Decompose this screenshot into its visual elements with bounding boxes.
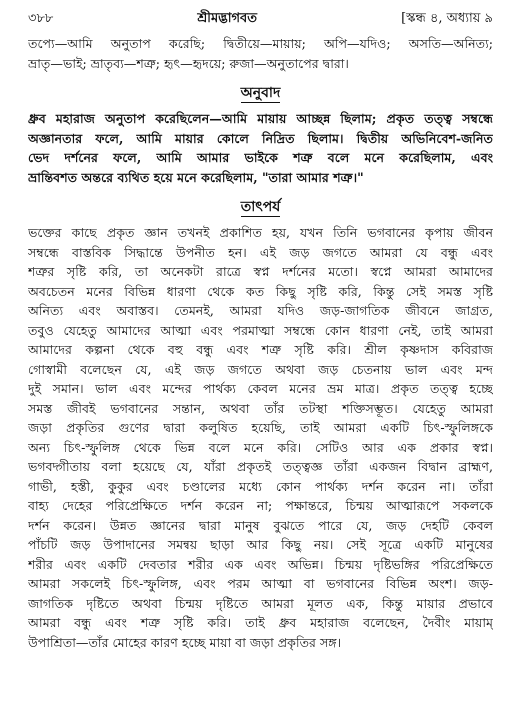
synonyms-block	[28, 34, 493, 73]
purport-line: আমরা সকলেই চিৎ-স্ফুলিঙ্গ, এবং পরম আত্মা বা ভগবানের বিভিন্ন অংশ। জড়-	[28, 576, 493, 591]
purport-line: জড়া প্রকৃতির গুণের দ্বারা কলুষিত হয়েছি, তাই আমরা একটি চিৎ-স্ফুলিঙ্গকে	[28, 420, 493, 435]
purport-line: দুই সমান। ভাল এবং মন্দের পার্থক্য কেবল মনের ভ্রম মাত্র। প্রকৃত তত্ত্ব হচ্ছে	[28, 381, 493, 396]
purport-block	[28, 223, 493, 652]
purport-line: আমরা বন্ধু এবং শত্রু সৃষ্টি করি। তাই ধ্রুব মহারাজ বলেছেন, দৈবীং মায়াম্	[28, 615, 493, 630]
purport-line: জাগতিক দৃষ্টিতে অথবা চিন্ময় দৃষ্টিতে আমরা মূলত এক, কিন্তু মায়ার প্রভাবে	[28, 595, 493, 611]
purport-line: অবচেতন মনের বিভিন্ন ধারণা থেকে কত কিছু সৃষ্টি করি, কিন্তু সেই সমস্ত সৃষ্টি	[28, 283, 493, 299]
translation-heading: অনুবাদ	[240, 85, 281, 101]
translation-block	[28, 109, 493, 187]
purport-line: শত্রুর সৃষ্টি করি, তা অনেকটা রাত্রে স্বপ্ন দর্শনের মতো। স্বপ্নে আমরা আমাদের	[28, 264, 493, 279]
purport-line: অন্য চিৎ-স্ফুলিঙ্গ থেকে ভিন্ন বলে মনে করি। সেটিও আর এক প্রকার স্বপ্ন।	[28, 439, 493, 455]
chapter-reference: [স্কন্ধ ৪, অধ্যায় ৯	[401, 11, 493, 26]
book-title: শ্রীমদ্ভাগবত	[197, 11, 258, 26]
purport-line: পাঁচটি জড় উপাদানের সমন্বয় ছাড়া আর কিছু নয়। সেই সূত্রে একটি মানুষের	[28, 537, 493, 552]
purport-line: সম্বন্ধে বাস্তবিক সিদ্ধান্তে উপনীত হন। এই জড় জগতে আমরা যে বন্ধু এবং	[28, 244, 493, 260]
purport-heading: তাৎপর্য	[240, 199, 281, 215]
purport-line: ভগবদ্গীতায় বলা হয়েছে যে, যাঁরা প্রকৃতই তত্ত্বজ্ঞ তাঁরা একজন বিদ্বান ব্রাহ্মণ,	[28, 459, 493, 474]
purport-line: সমস্ত জীবই ভগবানের সন্তান, অথবা তাঁর তটস্থা শক্তিসম্ভূত। যেহেতু আমরা	[28, 400, 493, 416]
purport-line: শরীর এবং একটি দেবতার শরীর এক এবং অভিন্ন। চিন্ময় দৃষ্টিভঙ্গির পরিপ্রেক্ষিতে	[28, 556, 493, 572]
purport-line: গাভী, হস্তী, কুকুর এবং চণ্ডালের মধ্যে কোন পার্থক্য দর্শন করেন না। তাঁরা	[28, 478, 493, 494]
purport-line: আমাদের কল্পনা থেকে বহু বন্ধু এবং শত্রু সৃষ্টি করি। শ্রীল কৃষ্ণদাস কবিরাজ	[28, 342, 493, 357]
translation-line: অজ্ঞানতার ফলে, আমি মায়ার কোলে নিদ্রিত ছিলাম। দ্বিতীয় অভিনিবেশ-জনিত	[28, 130, 493, 146]
purport-line: গোস্বামী বলেছেন যে, এই জড় জগতে অথবা জড় চেতনায় ভাল এবং মন্দ	[28, 361, 493, 377]
page-number: ৩৮৮	[28, 11, 54, 26]
translation-line: ভেদ দর্শনের ফলে, আমি আমার ভাইকে শত্রু বলে মনে করেছিলাম, এবং	[28, 150, 493, 165]
purport-line: তবুও যেহেতু আমাদের আত্মা এবং পরমাত্মা সম্বন্ধে কোন ধারণা নেই, তাই আমরা	[28, 322, 493, 338]
translation-line: ভ্রান্তিবশত অন্তরে ব্যথিত হয়ে মনে করেছিলাম, "তারা আমার শত্রু।"	[28, 169, 364, 185]
synonyms-line: ভ্রাতৃ—ভাই; ভ্রাতৃব্য—শত্রু; হৃৎ—হৃদয়ে; রুজা—অনুতাপের দ্বারা।	[28, 55, 349, 71]
purport-line: দর্শন করেন। উন্নত জ্ঞানের দ্বারা মানুষ বুঝতে পারে যে, জড় দেহটি কেবল	[28, 517, 493, 533]
purport-line: উপাশ্রিতা—তাঁর মোহের কারণ হচ্ছে মায়া বা জড়া প্রকৃতির সঙ্গ।	[28, 634, 342, 650]
translation-line: ধ্রুব মহারাজ অনুতাপ করেছিলেন—আমি মায়ায় আচ্ছন্ন ছিলাম; প্রকৃত তত্ত্ব সম্বন্ধে	[28, 111, 493, 126]
page-header	[28, 8, 493, 30]
purport-line: বাহ্য দেহের পরিপ্রেক্ষিতে দর্শন করেন না; পক্ষান্তরে, চিন্ময় আত্মারূপে সকলকে	[28, 498, 493, 513]
purport-line: ভক্তের কাছে প্রকৃত জ্ঞান তখনই প্রকাশিত হয়, যখন তিনি ভগবানের কৃপায় জীবন	[28, 225, 493, 240]
synonyms-line: তপ্যে—আমি অনুতাপ করেছি; দ্বিতীয়ে—মায়ায়; অপি—যদিও; অসতি—অনিত্য;	[28, 36, 493, 51]
purport-line: অনিত্য এবং অবাস্তব। তেমনই, আমরা যদিও জড়-জাগতিক জীবনে জাগ্রত,	[28, 303, 493, 318]
